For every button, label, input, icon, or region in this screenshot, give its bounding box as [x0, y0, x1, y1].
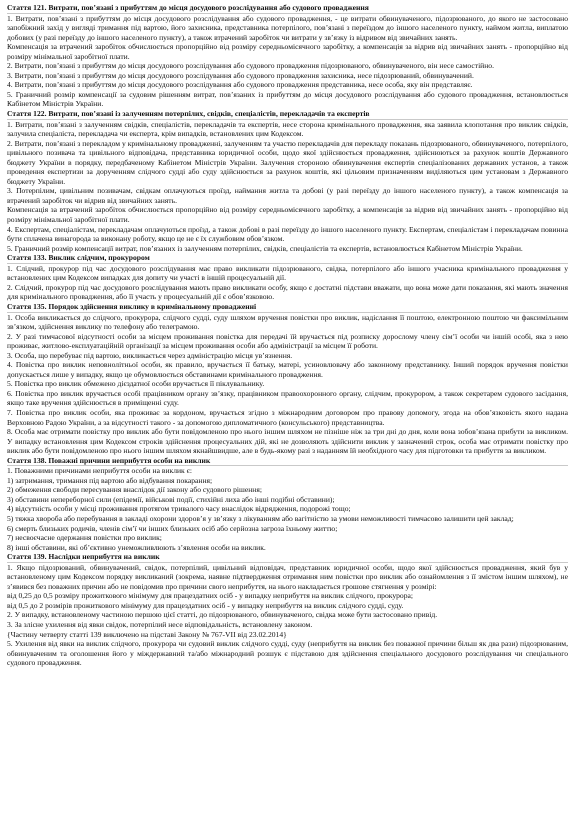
- article-paragraph: 3. За злісне ухилення від явки свідок, потерпілий несе відповідальність, встановлену законом.: [7, 620, 313, 629]
- article-paragraph: 1. Витрати, пов’язані з прибуттям до місця досудового розслідування або судового провадження, - це витрати обвинуваченого, підозрюваного, до якого не застосовано запобіжний захід у вигляді тримання під вартою, його захисника, представника потерпілого, пов’язані з переїздом до іншого населеного пункту, наймом житла, виплатою добових (у разі переїзду до іншого населеного пункту), а також втрачений заробіток чи витрати у зв’язку із відривом від звичайних занять.: [7, 13, 568, 42]
- article-paragraph: 2. У випадку, встановленому частиною першою цієї статті, до підозрюваного, обвинуваченого, свідка може бути застосовано привід.: [7, 610, 438, 620]
- article-paragraph: 5. Граничний розмір компенсації витрат, пов’язаних із залученням потерпілих, свідків, спеціалістів та експертів, встановлюється Кабінетом Міністрів України.: [7, 243, 523, 253]
- article-paragraph: 3. Потерпілим, цивільним позивачам, свідкам оплачуються проїзд, наймання житла та добові (у разі переїзду до іншого населеного пункту), а також компенсація за втрачений заробіток чи відрив від звичайних занять.: [7, 186, 568, 205]
- article-paragraph: 5. Граничний розмір компенсації за судовим рішенням витрат, пов’язаних із прибуттям до місця досудового розслідування або судового провадження, встановлюється Кабінетом Міністрів України.: [7, 89, 568, 109]
- article-paragraph: 1. Особа викликається до слідчого, прокурора, слідчого судді, суду шляхом вручення повістки про виклик, надіслання її поштою, електронною поштою чи факсимільним зв’язком, здійснення виклику по телефону або телеграмою.: [7, 312, 568, 332]
- article-paragraph: 4. Експертам, спеціалістам, перекладачам оплачуються проїзд, а також добові в разі переїзду до іншого населеного пункту. Експертам, спеціалістам і перекладачам повинна бути сплачена винагорода за виконану роботу, якщо це не є їх службовим обов’язком.: [7, 224, 568, 244]
- article-paragraph: 8. Особа має отримати повістку про виклик або бути повідомленою про нього іншим шляхом не пізніше ніж за три дні до дня, коли вона зобов’язана прибути за викликом. У випадку встановлення цим Кодексом строків здійснення процесуальних дій, які не дозволяють здійснити виклик у зазначений строк, особа має отримати повістку про виклик або бути повідомленою про нього іншим шляхом якнайшвидше, але в будь-якому разі з наданням їй необхідного часу для підготовки та прибуття за викликом.: [7, 427, 568, 456]
- article-paragraph: від 0,5 до 2 розмірів прожиткового мінімуму для працездатних осіб - у випадку неприбуття на виклик слідчого судді, суду.: [7, 600, 404, 610]
- article-paragraph: 6. Повістка про виклик вручається особі працівником органу зв’язку, працівником правоохоронного органу, слідчим, прокурором, а також секретарем судового засідання, якщо таке вручення здійснюється в приміщенні суду.: [7, 388, 568, 408]
- article-paragraph: 2. Слідчий, прокурор під час досудового розслідування мають право викликати особу, якщо є достатні підстави вважати, що вона може дати показання, які мають значення для кримінального провадження, або її участь у процесуальній дії є обов’язковою.: [7, 282, 568, 302]
- article-paragraph: 4. Витрати, пов’язані з прибуттям до місця досудового розслідування або судового провадження представника, несе особа, яку він представляє.: [7, 80, 473, 90]
- article-paragraph: 5) тяжка хвороба або перебування в закладі охорони здоров’я у зв’язку з лікуванням або вагітністю за умови неможливості тимчасово залишити цей заклад;: [7, 513, 514, 523]
- article-paragraph: від 0,25 до 0,5 розміру прожиткового мінімуму для працездатних осіб - у випадку неприбуття на виклик слідчого, прокурора;: [7, 591, 413, 601]
- article-paragraph: 2. У разі тимчасової відсутності особи за місцем проживання повістка для передачі їй вручається під розписку дорослому члену сім’ї особи чи іншій особі, яка з нею проживає, житлово-експлуатаційній організації за місцем проживання особи або адміністрації за місцем її роботи.: [7, 331, 568, 351]
- article-section: [7, 302, 568, 456]
- article-paragraph: Компенсація за втрачений заробіток обчислюється пропорційно від розміру середньомісячного заробітку, а компенсація за відрив від звичайних занять - пропорційно від розміру мінімальної заробітної плати.: [7, 205, 568, 225]
- article-paragraph: 4. Повістка про виклик неповнолітньої особи, як правило, вручається її батьку, матері, усиновлювачу або законному представнику. Інший порядок вручення повістки допускається лише у випадку, якщо це обумовлюється обставинами кримінального провадження.: [7, 360, 568, 379]
- article-paragraph: 2. Витрати, пов’язані з перекладом у кримінальному провадженні, залученням та участю перекладачів для перекладу показань підозрюваного, обвинуваченого, потерпілого, цивільного позивача та цивільного відповідача, представника юридичної особи, щодо якої здійснюється провадження, здійснюються за рахунок коштів Державного бюджету України в порядку, передбаченому Кабінетом Міністрів України. Залучення стороною обвинувачення експертів спеціалізованих державних установ, а також проведення експертизи за дорученням слідчого судді або суду здійснюється за рахунок коштів, які цільовим призначенням виділяються цим установам з Державного бюджету України.: [7, 138, 568, 186]
- article-title: Стаття 122. Витрати, пов’язані із залученням потерпілих, свідків, спеціалістів, перекладачів та експертів: [7, 109, 568, 120]
- article-paragraph: 1. Якщо підозрюваний, обвинувачений, свідок, потерпілий, цивільний відповідач, представник юридичної особи, щодо якої здійснюється провадження, який був у встановленому цим Кодексом порядку викликаний (зокрема, наявне підтвердження отримання ним повістки про виклик або ознайомлення з її змістом іншим шляхом), не з’явився без поважних причин або не повідомив про причини свого неприбуття, на нього накладається грошове стягнення у розмірі:: [7, 562, 568, 591]
- article-title: Стаття 135. Порядок здійснення виклику в кримінальному провадженні: [7, 302, 568, 313]
- article-paragraph: 8) інші обставини, які об’єктивно унеможливлюють з’явлення особи на виклик.: [7, 542, 266, 552]
- article-paragraph: 3. Особа, що перебуває під вартою, викликається через адміністрацію місця ув’язнення.: [7, 350, 293, 360]
- article-paragraph: 7) несвоєчасне одержання повістки про виклик;: [7, 533, 162, 543]
- article-paragraph: 1. Витрати, пов’язані з залученням свідків, спеціалістів, перекладачів та експертів, несе сторона кримінального провадження, яка заявила клопотання про виклик свідків, залучила спеціаліста, перекладача чи експерта, крім випадків, встановлених цим Кодексом.: [7, 119, 568, 139]
- article-section: [7, 3, 568, 109]
- article-paragraph: 1. Слідчий, прокурор під час досудового розслідування має право викликати підозрюваного, свідка, потерпілого або іншого учасника кримінального провадження у встановлених цим Кодексом випадках для допиту чи участі в іншій процесуальній дії.: [7, 263, 568, 283]
- article-paragraph: 5. Ухилення від явки на виклик слідчого, прокурора чи судовий виклик слідчого судді, суду (неприбуття на виклик без поважної причини більш як два рази) підозрюваним, обвинуваченим та оголошення його у міждержавний та/або міжнародний розшук є підставою для здійснення спеціального досудового розслідування чи спеціального судового провадження.: [7, 639, 568, 668]
- article-title: Стаття 138. Поважні причини неприбуття особи на виклик: [7, 456, 568, 467]
- article-section: [7, 552, 568, 668]
- article-title: Стаття 121. Витрати, пов’язані з прибуттям до місця досудового розслідування або судового провадження: [7, 3, 568, 14]
- article-paragraph: 3. Витрати, пов’язані з прибуттям до місця досудового розслідування або судового провадження захисника, несе підозрюваний, обвинувачений.: [7, 70, 474, 80]
- article-section: [7, 456, 568, 552]
- article-paragraph: 7. Повістка про виклик особи, яка проживає за кордоном, вручається згідно з міжнародним договором про правову допомогу, згода на обов’язковість якого надана Верховною Радою України, а за відсутності такого - за допомогою дипломатичного (консульського) представництва.: [7, 407, 568, 427]
- article-paragraph: 2) обмеження свободи пересування внаслідок дії закону або судового рішення;: [7, 485, 262, 495]
- article-paragraph: 1) затримання, тримання під вартою або відбування покарання;: [7, 475, 213, 485]
- article-paragraph: Компенсація за втрачений заробіток обчислюється пропорційно від розміру середньомісячного заробітку, а компенсація за відрив від звичайних занять - пропорційно від розміру мінімальної заробітної плати.: [7, 42, 568, 61]
- article-paragraph: 6) смерть близьких родичів, членів сім’ї чи інших близьких осіб або серйозна загроза їхньому життю;: [7, 523, 338, 533]
- article-paragraph: 2. Витрати, пов’язані з прибуттям до місця досудового розслідування або судового провадження підозрюваного, обвинуваченого, він несе самостійно.: [7, 61, 495, 71]
- article-section: [7, 109, 568, 253]
- article-section: [7, 253, 568, 302]
- article-paragraph: 3) обставини непереборної сили (епідемії, військові події, стихійні лиха або інші подібні обставини);: [7, 494, 335, 504]
- editorial-note: {Частину четверту статті 139 виключено на підставі Закону № 767-VII від 23.02.2014}: [7, 629, 287, 639]
- article-paragraph: 4) відсутність особи у місці проживання протягом тривалого часу внаслідок відрядження, подорожі тощо;: [7, 504, 351, 514]
- article-title: Стаття 133. Виклик слідчим, прокурором: [7, 253, 568, 264]
- article-title: Стаття 139. Наслідки неприбуття на виклик: [7, 552, 568, 563]
- article-paragraph: 5. Повістка про виклик обмежено дієздатної особи вручається її піклувальнику.: [7, 379, 265, 389]
- article-paragraph: 1. Поважними причинами неприбуття особи на виклик є:: [7, 466, 193, 476]
